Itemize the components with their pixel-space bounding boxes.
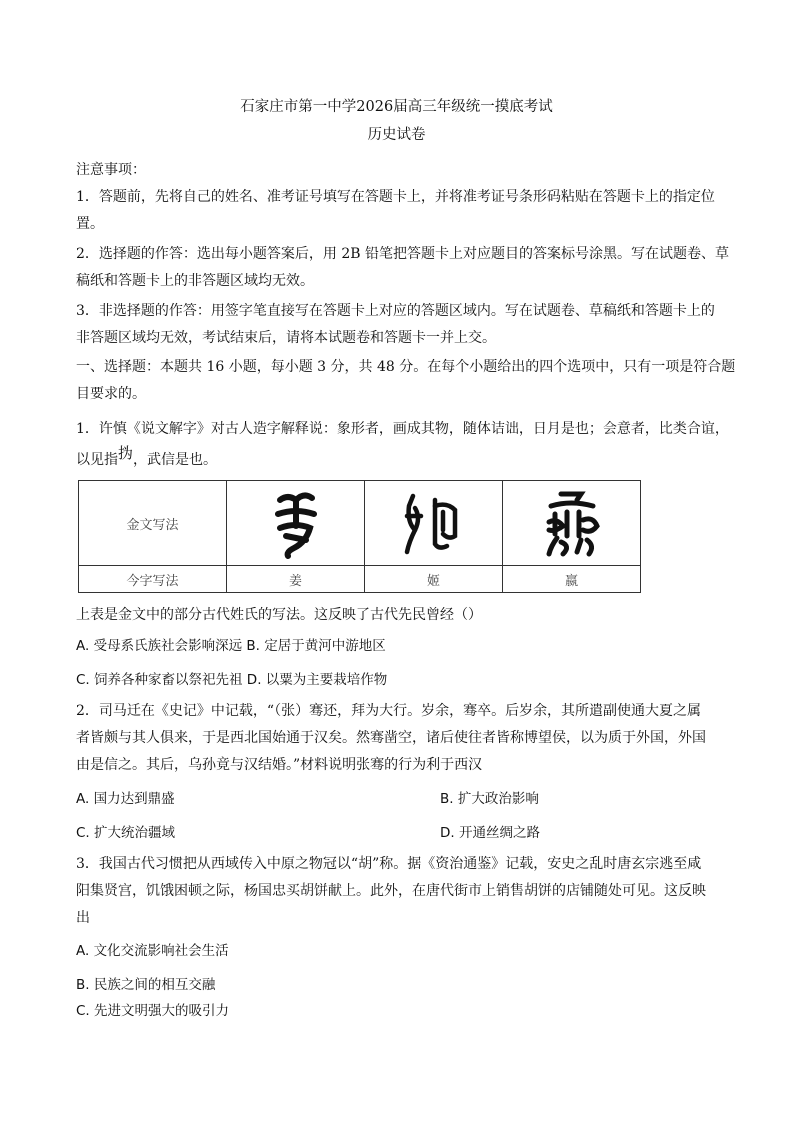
bronze-glyph-jiang-icon — [266, 486, 326, 560]
bronze-glyph-ji — [365, 481, 503, 566]
q2-option-d: D. 开通丝绸之路 — [440, 825, 540, 841]
q3-stem-line-1: 3．我国古代习惯把从西域传入中原之物冠以“胡”称。据《资治通鉴》记载，安史之乱时唐玄宗逃至咸 — [76, 856, 702, 872]
q1-options-line-2: C. 饲养各种家畜以祭祀先祖 D. 以粟为主要栽培作物 — [76, 672, 388, 688]
notes-heading: 注意事项： — [76, 162, 146, 178]
q2-option-a: A. 国力达到鼎盛 — [76, 791, 175, 807]
q2-option-c: C. 扩大统治疆域 — [76, 825, 176, 841]
q2-stem-line-1: 2．司马迁在《史记》中记载，“（张）骞还，拜为大行。岁余，骞卒。后岁余，其所遣副使通大夏之属 — [76, 703, 702, 719]
bronze-glyph-jiang — [227, 481, 365, 566]
q3-option-c: C. 先进文明强大的吸引力 — [76, 1003, 230, 1019]
q3-option-b: B. 民族之间的相互交融 — [76, 977, 216, 993]
bronze-glyph-ying-icon — [537, 486, 607, 560]
modern-char-2: 姬 — [365, 566, 503, 593]
modern-char-3: 嬴 — [503, 566, 641, 593]
note-1-line-2: 置。 — [76, 216, 104, 232]
note-2-line-2: 稿纸和答题卡上的非答题区域均无效。 — [76, 273, 314, 289]
modern-char-1: 姜 — [227, 566, 365, 593]
note-2-line-1: 2．选择题的作答：选出每小题答案后，用 2B 铅笔把答题卡上对应题目的答案标号涂黑。写在试题卷、草 — [76, 246, 730, 262]
q1-stem-line-2 — [76, 446, 726, 474]
q1-question: 上表是金文中的部分古代姓氏的写法。这反映了古代先民曾经（） — [76, 607, 482, 623]
q1-stem-char: 㧑 — [118, 444, 134, 462]
bronze-glyph-ying — [503, 481, 641, 566]
exam-title: 石家庄市第一中学2026届高三年级统一摸底考试 — [240, 99, 553, 115]
section-1-line-2: 目要求的。 — [76, 386, 146, 402]
q1-stem-text-c: ，武信是也。 — [133, 452, 218, 468]
exam-subtitle: 历史试卷 — [367, 127, 426, 143]
header — [0, 96, 793, 146]
note-3-line-2: 非答题区域均无效，考试结束后，请将本试题卷和答题卡一并上交。 — [76, 330, 496, 346]
q1-options-line-1: A. 受母系氏族社会影响深远 B. 定居于黄河中游地区 — [76, 638, 386, 654]
q2-stem-line-3: 由是信之。其后，乌孙竟与汉结婚。”材料说明张骞的行为利于西汉 — [76, 757, 483, 773]
table-label-bronze: 金文写法 — [79, 481, 227, 566]
q1-stem-line-1: 1．许慎《说文解字》对古人造字解释说：象形者，画成其物，随体诘诎，日月是也；会意者，比类合谊， — [76, 421, 729, 437]
q3-option-a: A. 文化交流影响社会生活 — [76, 943, 229, 959]
bronze-glyph-ji-icon — [399, 486, 469, 560]
bronze-script-table — [78, 480, 641, 593]
q3-stem-line-2: 阳集贤宫，饥饿困顿之际，杨国忠买胡饼献上。此外，在唐代街市上销售胡饼的店铺随处可见。这反映 — [76, 883, 706, 899]
table-label-modern: 今字写法 — [79, 566, 227, 593]
q3-stem-line-3: 出 — [76, 910, 90, 926]
q2-stem-line-2: 者皆颇与其人俱来，于是西北国始通于汉矣。然骞凿空，诸后使往者皆称博望侯，以为质于外国，外国 — [76, 730, 706, 746]
q1-stem-text-a: 以见指 — [76, 452, 118, 468]
note-1-line-1: 1．答题前，先将自己的姓名、准考证号填写在答题卡上，并将准考证号条形码粘贴在答题卡上的指定位 — [76, 189, 715, 205]
note-3-line-1: 3．非选择题的作答：用签字笔直接写在答题卡上对应的答题区域内。写在试题卷、草稿纸和答题卡上的 — [76, 303, 715, 319]
q2-option-b: B. 扩大政治影响 — [440, 791, 539, 807]
section-1-line-1: 一、选择题：本题共 16 小题，每小题 3 分，共 48 分。在每个小题给出的四个选项中，只有一项是符合题 — [76, 359, 736, 375]
